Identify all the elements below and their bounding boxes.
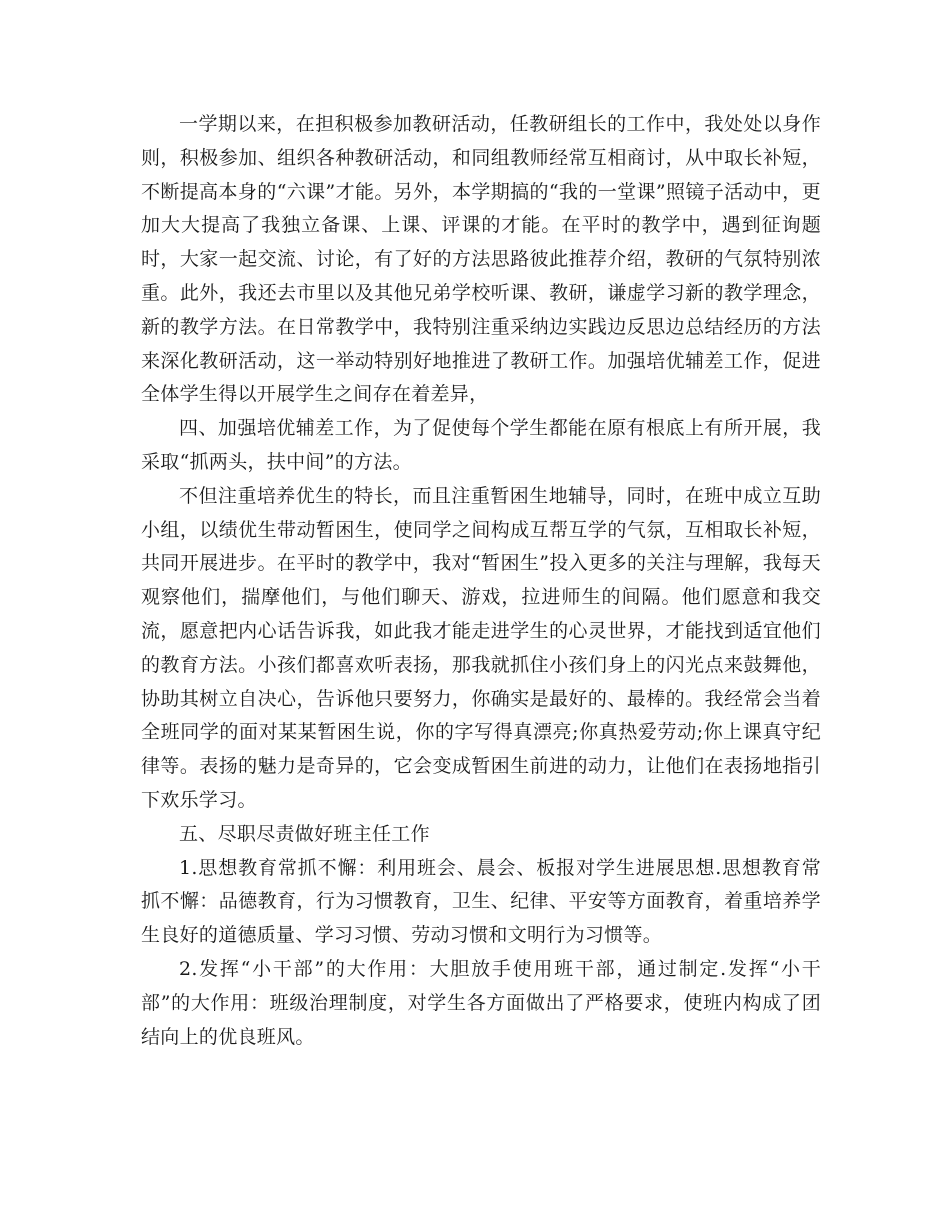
paragraph-class-cadres: 2.发挥“小干部”的大作用：大胆放手使用班干部，通过制定.发挥“小干部”的大作用：班级治理制度，对学生各方面做出了严格要求，使班内构成了团结向上的优良班风。 <box>141 957 821 1048</box>
paragraph-section-four: 四、加强培优辅差工作，为了促使每个学生都能在原有根底上有所开展，我采取“抓两头，扶中间”的方法。 <box>141 417 821 473</box>
document-body <box>141 108 821 1054</box>
paragraph-teaching-research: 一学期以来，在担积极参加教研活动，任教研组长的工作中，我处处以身作则，积极参加、组织各种教研活动，和同组教师经常互相商讨，从中取长补短，不断提高本身的“六课”才能。另外，本学期搞的“我的一堂课”照镜子活动中，更加大大提高了我独立备课、上课、评课的才能。在平时的教学中，遇到征询题时，大家一起交流、讨论，有了好的方法思路彼此推荐介绍，教研的气氛特别浓重。此外，我还去市里以及其他兄弟学校听课、教研，谦虚学习新的教学理念，新的教学方法。在日常教学中，我特别注重采纳边实践边反思边总结经历的方法来深化教研活动，这一举动特别好地推进了教研工作。加强培优辅差工作，促进全体学生得以开展学生之间存在着差异， <box>141 113 821 406</box>
heading-section-five: 五、尽职尽责做好班主任工作 <box>179 822 430 845</box>
paragraph-moral-education: 1.思想教育常抓不懈：利用班会、晨会、板报对学生进展思想.思想教育常抓不懈：品德教育，行为习惯教育，卫生、纪律、平安等方面教育，着重培养学生良好的道德质量、学习习惯、劳动习惯和文明行为习惯等。 <box>141 856 821 947</box>
paragraph-struggling-students: 不但注重培养优生的特长，而且注重暂困生地辅导，同时，在班中成立互助小组，以绩优生带动暂困生，使同学之间构成互帮互学的气氛，互相取长补短，共同开展进步。在平时的教学中，我对“暂困生”投入更多的关注与理解，我每天观察他们，揣摩他们，与他们聊天、游戏，拉进师生的间隔。他们愿意和我交流，愿意把内心话告诉我，如此我才能走进学生的心灵世界，才能找到适宜他们的教育方法。小孩们都喜欢听表扬，那我就抓住小孩们身上的闪光点来鼓舞他，协助其树立自决心，告诉他只要努力，你确实是最好的、最棒的。我经常会当着全班同学的面对某某暂困生说，你的字写得真漂亮;你真热爱劳动;你上课真守纪律等。表扬的魅力是奇异的，它会变成暂困生前进的动力，让他们在表扬地指引下欢乐学习。 <box>141 484 821 811</box>
